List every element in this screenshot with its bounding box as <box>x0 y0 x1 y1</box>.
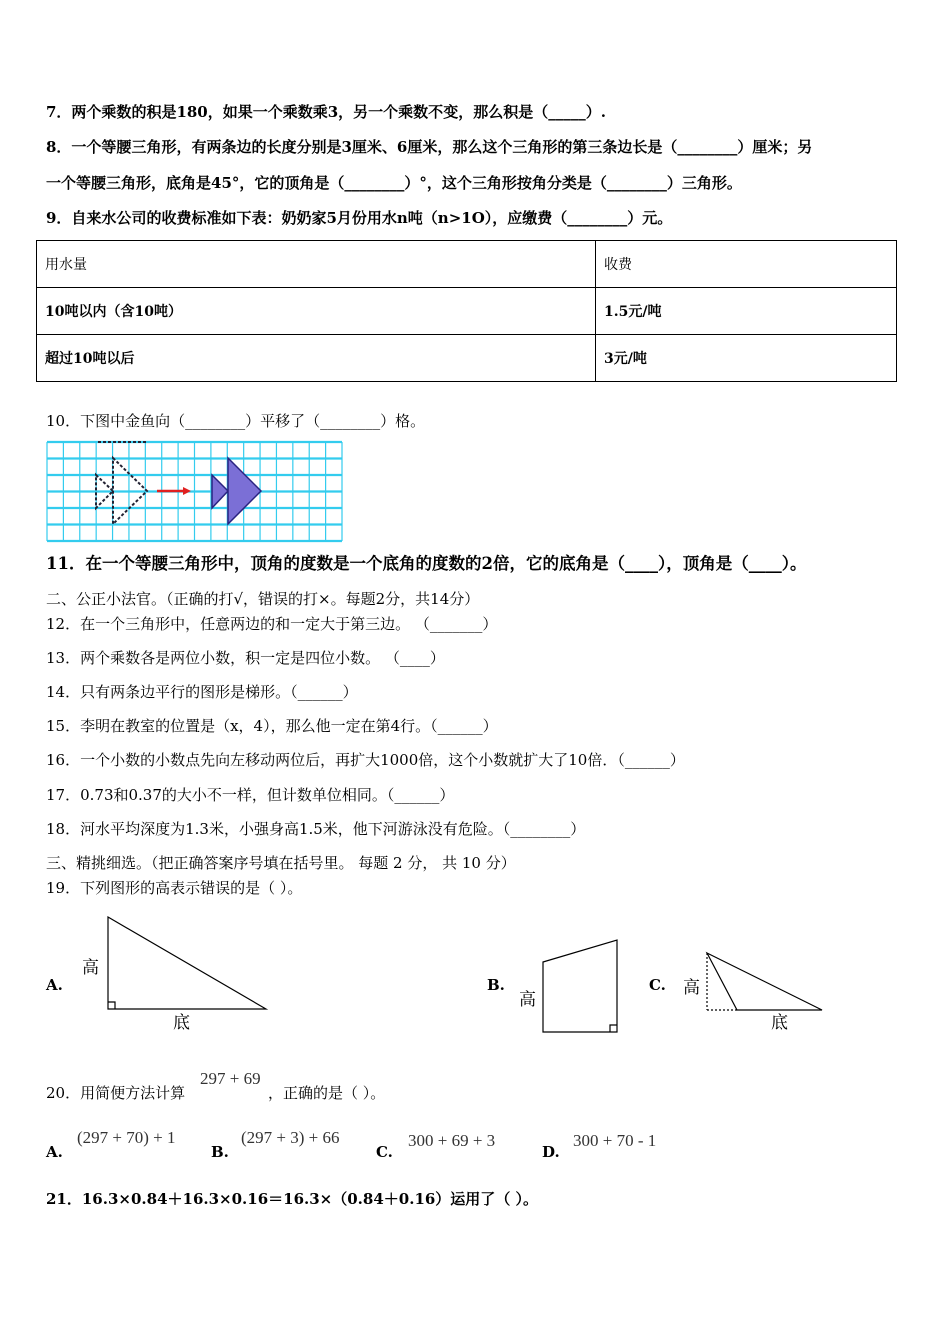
question-20-prefix: 20．用简便方法计算 <box>46 1084 186 1102</box>
option-a-label: A. <box>46 976 63 994</box>
question-17: 17．0.73和0.37的大小不一样，但计数单位相同。（______） <box>46 786 455 804</box>
figure-c-triangle <box>707 953 822 1010</box>
option-c-expression: 300 + 69 + 3 <box>408 1131 496 1150</box>
question-20-expression: 297 + 69 <box>200 1069 261 1088</box>
height-label-b: 高 <box>519 990 536 1010</box>
option-c-label: C. <box>376 1143 393 1161</box>
question-8-line2: 一个等腰三角形，底角是45°，它的顶角是（________）°，这个三角形按角分类是（________）三角形。 <box>46 174 742 192</box>
figure-a-triangle <box>108 917 266 1009</box>
question-15: 15．李明在教室的位置是（x，4），那么他一定在第4行。（______） <box>46 717 498 735</box>
height-label-a: 高 <box>82 958 99 978</box>
cell-usage: 超过10吨以后 <box>37 335 596 382</box>
question-20-suffix: ，正确的是（ ）。 <box>268 1084 386 1102</box>
question-21: 21．16.3×0.84＋16.3×0.16＝16.3×（0.84＋0.16）运用了（ ）。 <box>46 1190 539 1208</box>
cell-usage: 10吨以内（含10吨） <box>37 288 596 335</box>
cell-fee: 1.5元/吨 <box>596 288 897 335</box>
question-11: 11．在一个等腰三角形中，顶角的度数是一个底角的度数的2倍，它的底角是（____），顶角是（____）。 <box>46 554 807 573</box>
header-usage: 用水量 <box>37 241 596 288</box>
option-b-expression: (297 + 3) + 66 <box>241 1128 340 1147</box>
option-a-expression: (297 + 70) + 1 <box>77 1128 176 1147</box>
option-b-label: B. <box>211 1143 229 1161</box>
question-13: 13．两个乘数各是两位小数，积一定是四位小数。 （____） <box>46 649 445 667</box>
fish-translated <box>212 458 261 524</box>
question-12: 12．在一个三角形中，任意两边的和一定大于第三边。 （_______） <box>46 615 498 633</box>
question-14: 14．只有两条边平行的图形是梯形。（______） <box>46 683 358 701</box>
section-2-heading: 二、公正小法官。（正确的打√，错误的打×。每题2分，共14分） <box>46 590 480 608</box>
header-fee: 收费 <box>596 241 897 288</box>
figure-b-quadrilateral <box>543 940 617 1032</box>
fish-grid <box>47 442 342 541</box>
cell-fee: 3元/吨 <box>596 335 897 382</box>
base-label-c: 底 <box>771 1013 788 1033</box>
fish-original-dashed <box>96 442 147 524</box>
question-10: 10．下图中金鱼向（________）平移了（________）格。 <box>46 412 426 430</box>
option-a-label: A. <box>46 1143 63 1161</box>
option-d-label: D. <box>542 1143 560 1161</box>
question-7: 7．两个乘数的积是180，如果一个乘数乘3，另一个乘数不变，那么积是（_____）. <box>46 103 606 121</box>
question-8-line1: 8．一个等腰三角形，有两条边的长度分别是3厘米、6厘米，那么这个三角形的第三条边长是（________）厘米；另 <box>46 138 813 156</box>
option-c-label: C. <box>649 976 666 994</box>
option-d-expression: 300 + 70 - 1 <box>573 1131 657 1150</box>
option-b-label: B. <box>487 976 505 994</box>
base-label-a: 底 <box>173 1013 190 1033</box>
question-18: 18．河水平均深度为1.3米，小强身高1.5米，他下河游泳没有危险。（________） <box>46 820 586 838</box>
question-19: 19．下列图形的高表示错误的是（ ）。 <box>46 879 303 897</box>
section-3-heading: 三、精挑细选。（把正确答案序号填在括号里。 每题 2 分， 共 10 分） <box>46 854 516 872</box>
question-9: 9．自来水公司的收费标准如下表：奶奶家5月份用水n吨（n>1O），应缴费（________）元。 <box>46 209 673 227</box>
height-label-c: 高 <box>683 978 700 998</box>
question-16: 16．一个小数的小数点先向左移动两位后，再扩大1000倍，这个小数就扩大了10倍．（______） <box>46 751 685 769</box>
